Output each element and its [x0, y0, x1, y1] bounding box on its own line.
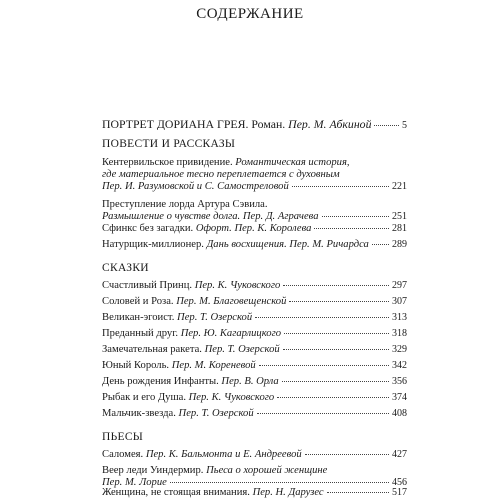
toc-entry — [102, 408, 407, 420]
entry-translator: Пер. Т. Озерской — [178, 408, 254, 419]
toc-entry — [102, 328, 407, 340]
dot-leader — [327, 492, 389, 493]
entry-title: Саломея. — [102, 449, 144, 460]
entry-title: День рождения Инфанты. — [102, 376, 219, 387]
dot-leader — [170, 482, 389, 483]
dot-leader — [283, 285, 389, 286]
dot-leader — [322, 216, 390, 217]
dot-leader — [305, 454, 389, 455]
dot-leader — [277, 397, 389, 398]
entry-page: 5 — [402, 120, 407, 131]
section-heading-plays: ПЬЕСЫ — [102, 431, 144, 443]
entry-page: 251 — [392, 211, 407, 222]
toc-entry — [102, 199, 407, 223]
entry-page: 517 — [392, 487, 407, 498]
entry-page: 318 — [392, 328, 407, 339]
entry-translator: Пер. И. Разумовской и С. Самостреловой — [102, 181, 289, 192]
entry-translator: Пер. К. Чуковского — [188, 392, 275, 403]
entry-translator: Пер. М. Благовещенской — [176, 296, 287, 307]
entry-subtitle: Размышление о чувстве долга. — [102, 211, 241, 222]
entry-translator: Пер. Т. Озерской — [177, 312, 253, 323]
entry-title: Женщина, не стоящая внимания. — [102, 487, 250, 498]
entry-page: 289 — [392, 239, 407, 250]
entry-translator: Пер. Ю. Кагарлицкого — [180, 328, 282, 339]
entry-page: 313 — [392, 312, 407, 323]
entry-subtitle: Пьеса о хорошей женщине — [206, 465, 328, 476]
dot-leader — [292, 186, 389, 187]
entry-title: Рыбак и его Душа. — [102, 392, 186, 403]
entry-page: 297 — [392, 280, 407, 291]
dot-leader — [284, 333, 389, 334]
entry-translator: Пер. К. Королева — [234, 223, 312, 234]
entry-title: Кентервильское привидение. — [102, 157, 233, 168]
toc-entry — [102, 360, 407, 372]
section-heading-tales: СКАЗКИ — [102, 262, 149, 274]
toc-entry — [102, 465, 407, 489]
entry-title: Замечательная ракета. — [102, 344, 202, 355]
dot-leader — [289, 301, 389, 302]
entry-title: Натурщик-миллионер. — [102, 239, 204, 250]
entry-translator: Пер. М. Кореневой — [171, 360, 256, 371]
entry-title: Сфинкс без загадки. — [102, 223, 194, 234]
entry-page: 329 — [392, 344, 407, 355]
entry-subtitle: Дань восхищения. — [206, 239, 287, 250]
entry-subtitle: Романтическая история, — [235, 157, 350, 168]
entry-subtitle: где материальное тесно переплетается с духовным — [102, 169, 340, 180]
toc-entry — [102, 296, 407, 308]
toc-entry — [102, 312, 407, 324]
toc-entry — [102, 487, 407, 499]
entry-title: Счастливый Принц. — [102, 280, 193, 291]
entry-translator: Пер. М. Ричардса — [289, 239, 369, 250]
dot-leader — [255, 317, 389, 318]
entry-page: 356 — [392, 376, 407, 387]
entry-title: Мальчик-звезда. — [102, 408, 176, 419]
entry-title: Соловей и Роза. — [102, 296, 174, 307]
entry-title: Преступление лорда Артура Сэвила. — [102, 199, 268, 210]
toc-entry — [102, 223, 407, 235]
entry-translator: Пер. Т. Озерской — [204, 344, 280, 355]
toc-entry — [102, 392, 407, 404]
entry-title: Веер леди Уиндермир. — [102, 465, 204, 476]
entry-page: 427 — [392, 449, 407, 460]
toc-entry — [102, 376, 407, 388]
dot-leader — [374, 125, 399, 126]
section-heading-stories: ПОВЕСТИ И РАССКАЗЫ — [102, 138, 236, 150]
entry-title: Юный Король. — [102, 360, 170, 371]
toc-entry — [102, 157, 407, 193]
toc-entry — [102, 449, 407, 461]
entry-translator: Пер. В. Орла — [221, 376, 279, 387]
entry-translator: Пер. Н. Дарузес — [252, 487, 324, 498]
dot-leader — [257, 413, 389, 414]
entry-translator: Пер. Д. Аграчева — [242, 211, 319, 222]
dot-leader — [282, 381, 389, 382]
entry-title: ПОРТРЕТ ДОРИАНА ГРЕЯ. — [102, 118, 249, 130]
entry-page: 281 — [392, 223, 407, 234]
dot-leader — [372, 244, 389, 245]
entry-page: 221 — [392, 181, 407, 192]
toc-entry-novel — [102, 118, 407, 132]
toc-entry — [102, 239, 407, 251]
page-title: СОДЕРЖАНИЕ — [196, 6, 304, 22]
dot-leader — [259, 365, 389, 366]
entry-title: Великан-эгоист. — [102, 312, 175, 323]
toc-entry — [102, 344, 407, 356]
entry-page: 374 — [392, 392, 407, 403]
entry-translator: Пер. М. Лорие — [102, 477, 167, 488]
entry-kind: Роман. — [251, 118, 286, 130]
entry-title: Преданный друг. — [102, 328, 179, 339]
entry-subtitle: Офорт. — [195, 223, 232, 234]
entry-page: 408 — [392, 408, 407, 419]
dot-leader — [283, 349, 389, 350]
entry-page: 342 — [392, 360, 407, 371]
entry-page: 456 — [392, 477, 407, 488]
entry-page: 307 — [392, 296, 407, 307]
entry-translator: Пер. К. Бальмонта и Е. Андреевой — [145, 449, 302, 460]
entry-translator: Пер. К. Чуковского — [194, 280, 281, 291]
dot-leader — [314, 228, 389, 229]
toc-entry — [102, 280, 407, 292]
entry-translator: Пер. М. Абкиной — [288, 118, 372, 130]
